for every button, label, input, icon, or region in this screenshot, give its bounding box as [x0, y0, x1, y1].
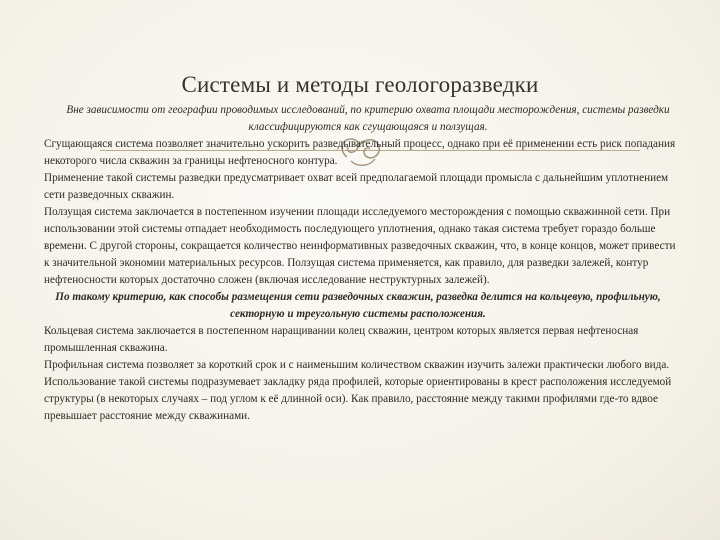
slide-body — [40, 102, 676, 425]
intro-text: Вне зависимости от географии проводимых исследований, по критерию охвата площади месторождения, системы разведки классифицируются как сгущающаяся и ползущая. — [66, 104, 670, 133]
criterion-note: По такому критерию, как способы размещения сети разведочных скважин, разведка делится на кольцевую, профильную, секторную и треугольную системы расположения. — [55, 291, 661, 320]
paragraph: Применение такой системы разведки предусматривает охват всей предполагаемой площади промысла с дальнейшим уплотнением сети разведочных скважин. — [44, 172, 669, 201]
paragraph: Сгущающаяся система позволяет значительно ускорить разведывательный процесс, однако при её применении есть риск попадания некоторого числа скважин за границы нефтеносного контура. — [44, 138, 676, 167]
paragraph: Кольцевая система заключается в постепенном наращивании колец скважин, центром которых является первая нефтеносная промышленная скважина. — [44, 325, 639, 354]
paragraph: Профильная система позволяет за короткий срок и с наименьшим количеством скважин изучить залежи практически любого вида. Использование такой системы подразумевает закладку ряда профилей, которые ориентированы в крест расположения исследуемой структуры (в некоторых случаях – под углом к её длинной оси). Как правило, расстояние между такими профилями где-то вдвое превышает расстояние между скважинами. — [44, 359, 672, 422]
slide-title: Системы и методы геологоразведки — [181, 72, 539, 97]
paragraph: Ползущая система заключается в постепенном изучении площади исследуемого месторождения с помощью скважинной сети. При использовании этой системы отпадает необходимость последующего уплотнения, однако такая система требует гораздо больше времени. С другой стороны, сокращается количество неинформативных разведочных скважин, что, в конце концов, может привести к значительной экономии материальных ресурсов. Ползущая система применяется, как правило, для разведки залежей, контур нефтеносности которых достаточно сложен (включая исследование неструктурных залежей). — [44, 206, 676, 286]
